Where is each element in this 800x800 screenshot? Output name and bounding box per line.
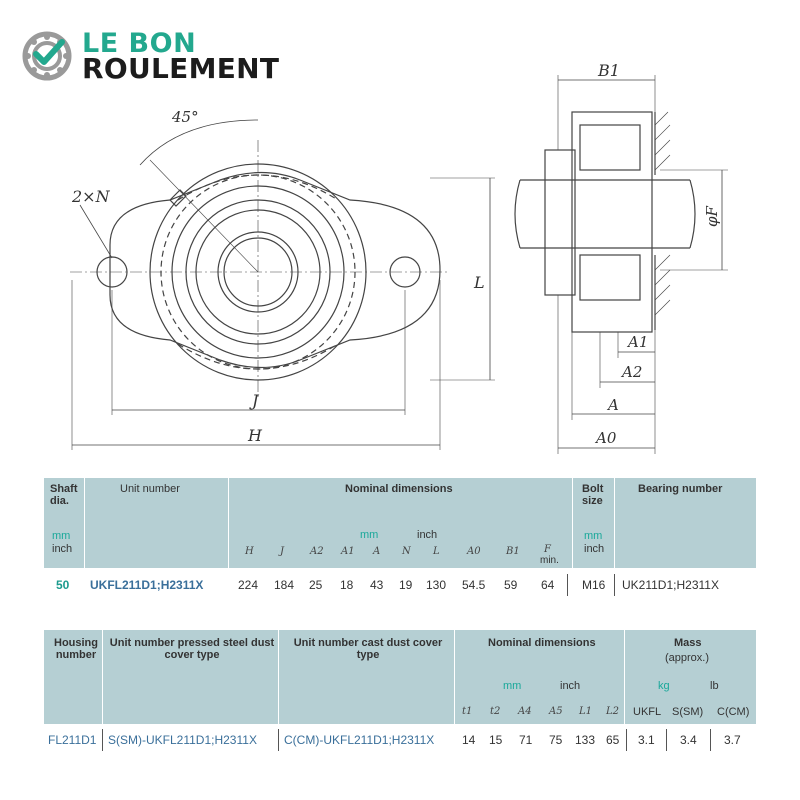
col-t2: t2 (490, 706, 501, 717)
nominal-header: Nominal dimensions (345, 483, 453, 495)
row1-A: 43 (370, 578, 384, 592)
col-A1: A1 (341, 546, 355, 557)
A2-label: A2 (622, 363, 643, 381)
unit2-lb: lb (710, 680, 719, 692)
unit2-mm: mm (503, 680, 522, 692)
col-L1: L1 (579, 706, 593, 717)
J-label: J (252, 391, 259, 410)
row1-A1: 18 (340, 578, 354, 592)
col-mass-c: C(CM) (717, 706, 750, 718)
row1-unit: UKFL211D1;H2311X (90, 578, 204, 592)
B1-label: B1 (598, 61, 620, 80)
holes-label: 2×N (72, 187, 110, 206)
row1-shaft: 50 (56, 578, 70, 592)
col-A: A (373, 546, 381, 557)
row2-t1: 14 (462, 733, 476, 747)
col-mass-s: S(SM) (672, 706, 704, 718)
mass-header: Mass (674, 637, 702, 649)
row1-B1: 59 (504, 578, 518, 592)
unit-header: Unit number (120, 483, 180, 495)
row1-N: 19 (399, 578, 413, 592)
row2-housing: FL211D1 (48, 733, 97, 747)
row1-bolt: M16 (582, 578, 606, 592)
col-N: N (402, 546, 411, 557)
col-J: J (280, 546, 285, 557)
row2-A4: 71 (519, 733, 533, 747)
row2-L2: 65 (606, 733, 620, 747)
nominal2-header: Nominal dimensions (488, 637, 596, 649)
unit-mm-3: mm (584, 530, 603, 542)
row2-mass-ukfl: 3.1 (638, 733, 655, 747)
row2-mass-s: 3.4 (680, 733, 697, 747)
A-label: A (608, 396, 619, 414)
phiF-label: φF (703, 206, 721, 227)
row2-t2: 15 (489, 733, 503, 747)
pressed-header: Unit number pressed steel dust cover type (109, 637, 275, 661)
row2-A5: 75 (549, 733, 563, 747)
col-A4: A4 (518, 706, 532, 717)
row1-A2: 25 (309, 578, 323, 592)
row2-pressed: S(SM)-UKFL211D1;H2311X (108, 733, 257, 747)
col-mass-ukfl: UKFL (633, 706, 662, 718)
row2-mass-c: 3.7 (724, 733, 741, 747)
row1-F: 64 (541, 578, 555, 592)
row1-H: 224 (238, 578, 259, 592)
A1-label: A1 (628, 333, 649, 351)
row1-L: 130 (426, 578, 447, 592)
A0-label: A0 (596, 429, 617, 447)
bearing-header: Bearing number (638, 483, 723, 495)
col-L: L (433, 546, 440, 557)
logo-line1: LE BON (82, 28, 197, 59)
unit-inch-1: inch (52, 543, 73, 555)
unit-mm-2: mm (360, 529, 379, 541)
unit-inch-3: inch (584, 543, 605, 555)
L-label: L (474, 273, 485, 292)
unit2-kg: kg (658, 680, 670, 692)
row1-A0: 54.5 (462, 578, 486, 592)
col-B1: B1 (506, 546, 520, 557)
unit-mm-1: mm (52, 530, 71, 542)
col-t1: t1 (462, 706, 473, 717)
col-H: H (245, 546, 254, 557)
logo-line2: ROULEMENT (82, 52, 280, 85)
cast-header: Unit number cast dust cover type (293, 637, 443, 661)
row1-J: 184 (274, 578, 295, 592)
row1-bearing: UK211D1;H2311X (622, 578, 719, 592)
col-A2: A2 (310, 546, 324, 557)
housing-header: Housing number (54, 637, 98, 661)
col-A0: A0 (467, 546, 481, 557)
row2-cast: C(CM)-UKFL211D1;H2311X (284, 733, 435, 747)
mass-sub: (approx.) (665, 652, 710, 664)
unit-inch-2: inch (417, 529, 438, 541)
H-label: H (248, 426, 262, 445)
col-F: F (544, 544, 551, 555)
col-A5: A5 (549, 706, 563, 717)
col-L2: L2 (606, 706, 620, 717)
angle-label: 45° (172, 108, 199, 126)
bolt-header: Bolt size (582, 483, 604, 507)
shaft-header: Shaft dia. (50, 483, 78, 507)
row2-L1: 133 (575, 733, 596, 747)
unit2-inch: inch (560, 680, 581, 692)
col-F-min: min. (540, 555, 559, 566)
